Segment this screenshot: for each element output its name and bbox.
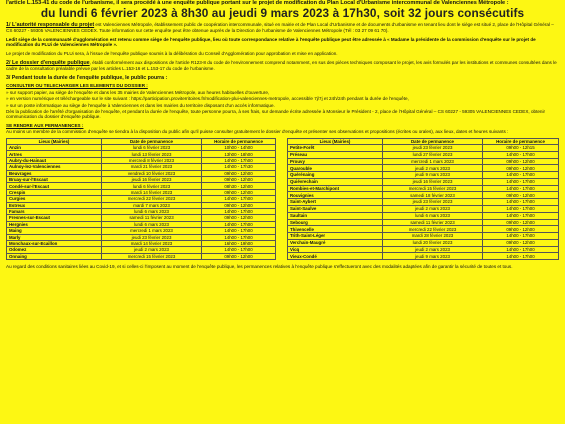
cell-date: lundi 6 mars 2023 [102,221,202,227]
cell-hours: 13h00 - 18h00 [202,151,276,157]
section-1-seat: Ledit siège de la communauté d'agglomération est retenu comme siège de l'enquête publique, lieu où toute correspondance relative à l'enquête publique peut être adressée à « Madame la présidente de la commission d'enquête sur le projet de modification du PLUi de Valenciennes Métropole ». [6,36,536,48]
col-header-hours: Horaire de permanence [202,138,276,144]
section-3-title: 3/ Pendant toute la durée de l'enquête publique, le public pourra : [6,75,168,82]
cell-date: samedi 18 février 2023 [383,192,483,199]
table-row [288,212,559,219]
cell-place: Vicq [288,246,383,253]
covid-footer: Au regard des conditions sanitaires liées au Covid-19, et si celles-ci l'imposent au moment de l'enquête publique, les permanences relatives à l'enquête publique s'effectueront avec des modalités adaptées afin de garantir la sécurité de toutes et tous. [6,264,513,270]
table-row [288,165,559,172]
cell-hours: 14h00 - 17h00 [483,253,559,260]
permanences-text: Au moins un membre de la commission d'enquête se tiendra à la disposition du public afin qu'il puisse consulter gratuitement le dossier d'enquête et présenter ses observations et propositions (écrites ou orales), aux lieux, dates et heures suivants : [6,129,509,135]
cell-date: lundi 6 février 2023 [102,145,202,151]
cell-date: mercredi 15 février 2023 [383,185,483,192]
cell-place: Aubry-du-Hainaut [7,157,102,163]
cell-date: mercredi 1 mars 2023 [102,228,202,234]
table-row [288,151,559,158]
table-row [288,178,559,185]
cell-place: Sebourg [288,219,383,226]
cell-hours: 14h00 - 17h00 [483,212,559,219]
cell-hours: 14h00 - 17h00 [483,199,559,206]
table-row [288,205,559,212]
table-row [288,233,559,240]
cell-hours: 09h00 - 12h00 [483,165,559,172]
cell-date: samedi 11 février 2023 [383,219,483,226]
table-row [288,172,559,179]
table-row [288,192,559,199]
cell-date: mercredi 15 février 2023 [102,253,202,259]
intro-text: l'article L.153-41 du code de l'urbanisme, il sera procédé à une enquête publique portant sur le projet de modification du Plan Local d'Urbanisme intercommunal de Valenciennes Métropole : [6,0,509,6]
cell-hours: 10h00 - 14h00 [202,145,276,151]
permanences-heading: SE RENDRE AUX PERMANENCES : [6,122,84,128]
cell-hours: 14h00 - 17h00 [483,178,559,185]
cell-place: Maing [7,228,102,234]
cell-place: Saultain [288,212,383,219]
cell-place: Préseau [288,151,383,158]
cell-date: lundi 27 février 2023 [383,151,483,158]
cell-date: mercredi 22 février 2023 [102,196,202,202]
cell-hours: 09h00 - 12h00 [483,226,559,233]
cell-hours: 14h00 - 17h30 [202,164,276,170]
section-2 [6,60,559,71]
cell-hours: 09h00 - 12h00 [202,253,276,259]
cell-date: lundi 6 février 2023 [102,183,202,189]
cell-place: Verchain-Maugré [288,239,383,246]
section-2-title: 2/ Le dossier d'enquête publique [6,60,90,67]
cell-place: Artres [7,151,102,157]
cell-hours: 14h00 - 17h00 [483,185,559,192]
cell-place: Hergnies [7,221,102,227]
cell-place: Estreux [7,202,102,208]
cell-place: Quérénaing [288,172,383,179]
cell-place: Trith-Saint-Léger [288,233,383,240]
cell-hours: 14h00 - 17h00 [202,228,276,234]
cell-place: Onnaing [7,253,102,259]
cell-hours: 09h00 - 12h15 [483,145,559,152]
cell-place: Anzin [7,145,102,151]
table-row [7,183,276,189]
cell-date: jeudi 2 mars 2023 [383,165,483,172]
cell-hours: 09h00 - 12h00 [202,202,276,208]
table-row [288,239,559,246]
cell-date: lundi 6 mars 2023 [383,212,483,219]
table-row [7,164,276,170]
cell-place: Prouvy [288,158,383,165]
cell-date: vendredi 10 février 2023 [102,170,202,176]
cell-place: Saint-Saulve [288,205,383,212]
table-row [7,215,276,221]
cell-hours: 14h00 - 17h00 [202,157,276,163]
cell-place: Vieux-Condé [288,253,383,260]
cell-place: Marly [7,234,102,240]
cell-hours: 14h00 - 17h00 [483,205,559,212]
cell-place: Odomez [7,247,102,253]
col-header-place: Lieux (Mairies) [7,138,102,144]
cell-hours: 09h00 - 12h00 [202,170,276,176]
col-header-date: Date de permanence [383,138,483,144]
consult-heading: CONSULTER OU TELECHARGER LES ELEMENTS DU DOSSIER : [6,83,148,89]
consult-item: » sur support papier, au siège de l'enquête et dans les 35 mairies de Valenciennes Métropole, aux heures habituelles d'ouverture, [6,89,270,95]
cell-date: mardi 14 février 2023 [102,240,202,246]
cell-date: jeudi 2 mars 2023 [383,246,483,253]
section-1 [6,22,559,33]
cell-place: Quiévrechain [288,178,383,185]
table-row [7,253,276,259]
cell-hours: 14h00 - 17h00 [202,221,276,227]
cell-date: jeudi 23 février 2023 [383,199,483,206]
table-row [288,253,559,260]
cell-place: Crespin [7,189,102,195]
cell-date: lundi 20 février 2023 [383,239,483,246]
cell-date: mercredi 1 mars 2023 [383,158,483,165]
consult-item: Dès la publication de l'arrêté d'organisation de l'enquête, et pendant la durée de l'enquête, toute personne pourra, à ses frais, sur demande écrite adressée à Monsieur le Président - 2, place de l'Hôpital Général – CS 60227 - 59305 VALENCIENNES CEDEX, obtenir communication du dossier d'enquête publique. [6,109,546,120]
section-1-text: est Valenciennes Métropole, établissement public de coopération intercommunale, situé en mairie et de Plan Local d'Urbanisme et de documents d'urbanisme en tenant lieu dont le siège est situé 2, place de l'Hôpital Général – CS 60227 - 59305 VALENCIENNES CEDEX. Toute information sur cette enquête peut être obtenue auprès de la Direction de l'urbanisme de Valenciennes Métropole (Tél : 03 27 09 61 70). [6,22,554,34]
cell-hours: 16h00 - 19h00 [202,240,276,246]
cell-place: Condé-sur-l'Escaut [7,183,102,189]
cell-hours: 14h00 - 17h00 [483,246,559,253]
cell-place: Curgies [7,196,102,202]
cell-place: Petite-Forêt [288,145,383,152]
cell-date: jeudi 9 mars 2023 [383,253,483,260]
table-row [288,226,559,233]
cell-place: Aulnoy-lez-Valenciennes [7,164,102,170]
cell-date: mardi 21 février 2023 [102,164,202,170]
cell-place: Thivencelle [288,226,383,233]
cell-place: Quarouble [288,165,383,172]
cell-hours: 14h00 - 17h00 [202,247,276,253]
cell-date: jeudi 16 février 2023 [383,178,483,185]
section-1-title: 1/ L'autorité responsable du projet [6,22,95,29]
permanences-tables [6,138,559,260]
cell-hours: 09h00 - 12h00 [483,158,559,165]
cell-hours: 14h00 - 17h00 [202,208,276,214]
cell-date: mardi 7 mars 2023 [102,202,202,208]
cell-hours: 08h30 - 12h00 [202,183,276,189]
cell-date: samedi 11 février 2023 [102,215,202,221]
cell-date: mercredi 8 février 2023 [102,157,202,163]
cell-hours: 14h00 - 17h00 [483,151,559,158]
cell-hours: 09h00 - 12h00 [202,215,276,221]
cell-hours: 09h00 - 12h00 [202,177,276,183]
cell-place: Beuvrages [7,170,102,176]
cell-date: mardi 28 février 2023 [383,233,483,240]
consult-item: » sur un poste informatique au siège de l'enquête à Valenciennes et dans les mairies du territoire disposant d'un accès informatique. [6,102,275,108]
cell-hours: 09h00 - 12h00 [483,239,559,246]
cell-place: Rombies-et-Marchipont [288,185,383,192]
cell-place: Famars [7,208,102,214]
cell-hours: 14h00 - 17h00 [202,196,276,202]
cell-date: jeudi 16 février 2023 [102,177,202,183]
cell-date: jeudi 23 février 2023 [383,145,483,152]
cell-date: lundi 6 mars 2023 [102,208,202,214]
cell-hours: 09h00 - 12h00 [202,189,276,195]
table-row [288,185,559,192]
cell-date: jeudi 23 février 2023 [102,234,202,240]
permanences-table-right [287,138,559,260]
table-row [288,158,559,165]
col-header-date: Date de permanence [102,138,202,144]
section-1-approval: Le projet de modification du PLUi sera, à l'issue de l'enquête publique soumis à la délibération du Conseil d'Agglomération pour approbation et mise en application. [6,50,338,56]
cell-date: jeudi 9 mars 2023 [383,172,483,179]
table-row [288,199,559,206]
cell-hours: 14h00 - 17h00 [202,234,276,240]
table-row [7,177,276,183]
section-2-text: , établi conformément aux dispositions de l'article R123-8 du code de l'environnement comprend notamment, en sus des pièces techniques composant le projet, les avis formulés par les institutions et communes consultées dans le cadre de la consultation préalable prévue par les articles L.153-16 et L.153-17 du code de l'urbanisme. [6,60,557,72]
table-row [288,219,559,226]
cell-place: Rouvignies [288,192,383,199]
cell-date: mercredi 22 février 2023 [383,226,483,233]
cell-place: Fresnes-sur-Escaut [7,215,102,221]
cell-hours: 14h00 - 17h00 [483,233,559,240]
cell-place: Saint-Aybert [288,199,383,206]
consult-item[interactable]: » en version numérique et téléchargeable sur le site suivant : https://participation.proviterritoires.fr/modification-plui-valenciennes-metropole, accessible 7j/7j et 24h/24h pendant la durée de l'enquête, [6,96,409,102]
table-row [288,145,559,152]
cell-place: Monchaux-sur-Ecaillon [7,240,102,246]
enquiry-dates-banner: du lundi 6 février 2023 à 8h30 au jeudi 9 mars 2023 à 17h30, soit 32 jours consécutifs [40,6,525,21]
permanences-table-left [6,138,276,260]
cell-hours: 09h00 - 12h00 [483,192,559,199]
table-row [7,240,276,246]
col-header-place: Lieux (Mairies) [288,138,383,144]
notice-page [6,0,559,270]
cell-date: lundi 13 février 2023 [102,151,202,157]
table-row [288,246,559,253]
cell-hours: 09h00 - 12h00 [483,219,559,226]
col-header-hours: Horaire de permanence [483,138,559,144]
cell-hours: 14h00 - 17h00 [483,172,559,179]
cell-date: jeudi 2 mars 2023 [102,247,202,253]
cell-date: mardi 14 février 2023 [102,189,202,195]
cell-place: Bruay-sur-l'Escaut [7,177,102,183]
cell-date: jeudi 2 mars 2023 [383,205,483,212]
